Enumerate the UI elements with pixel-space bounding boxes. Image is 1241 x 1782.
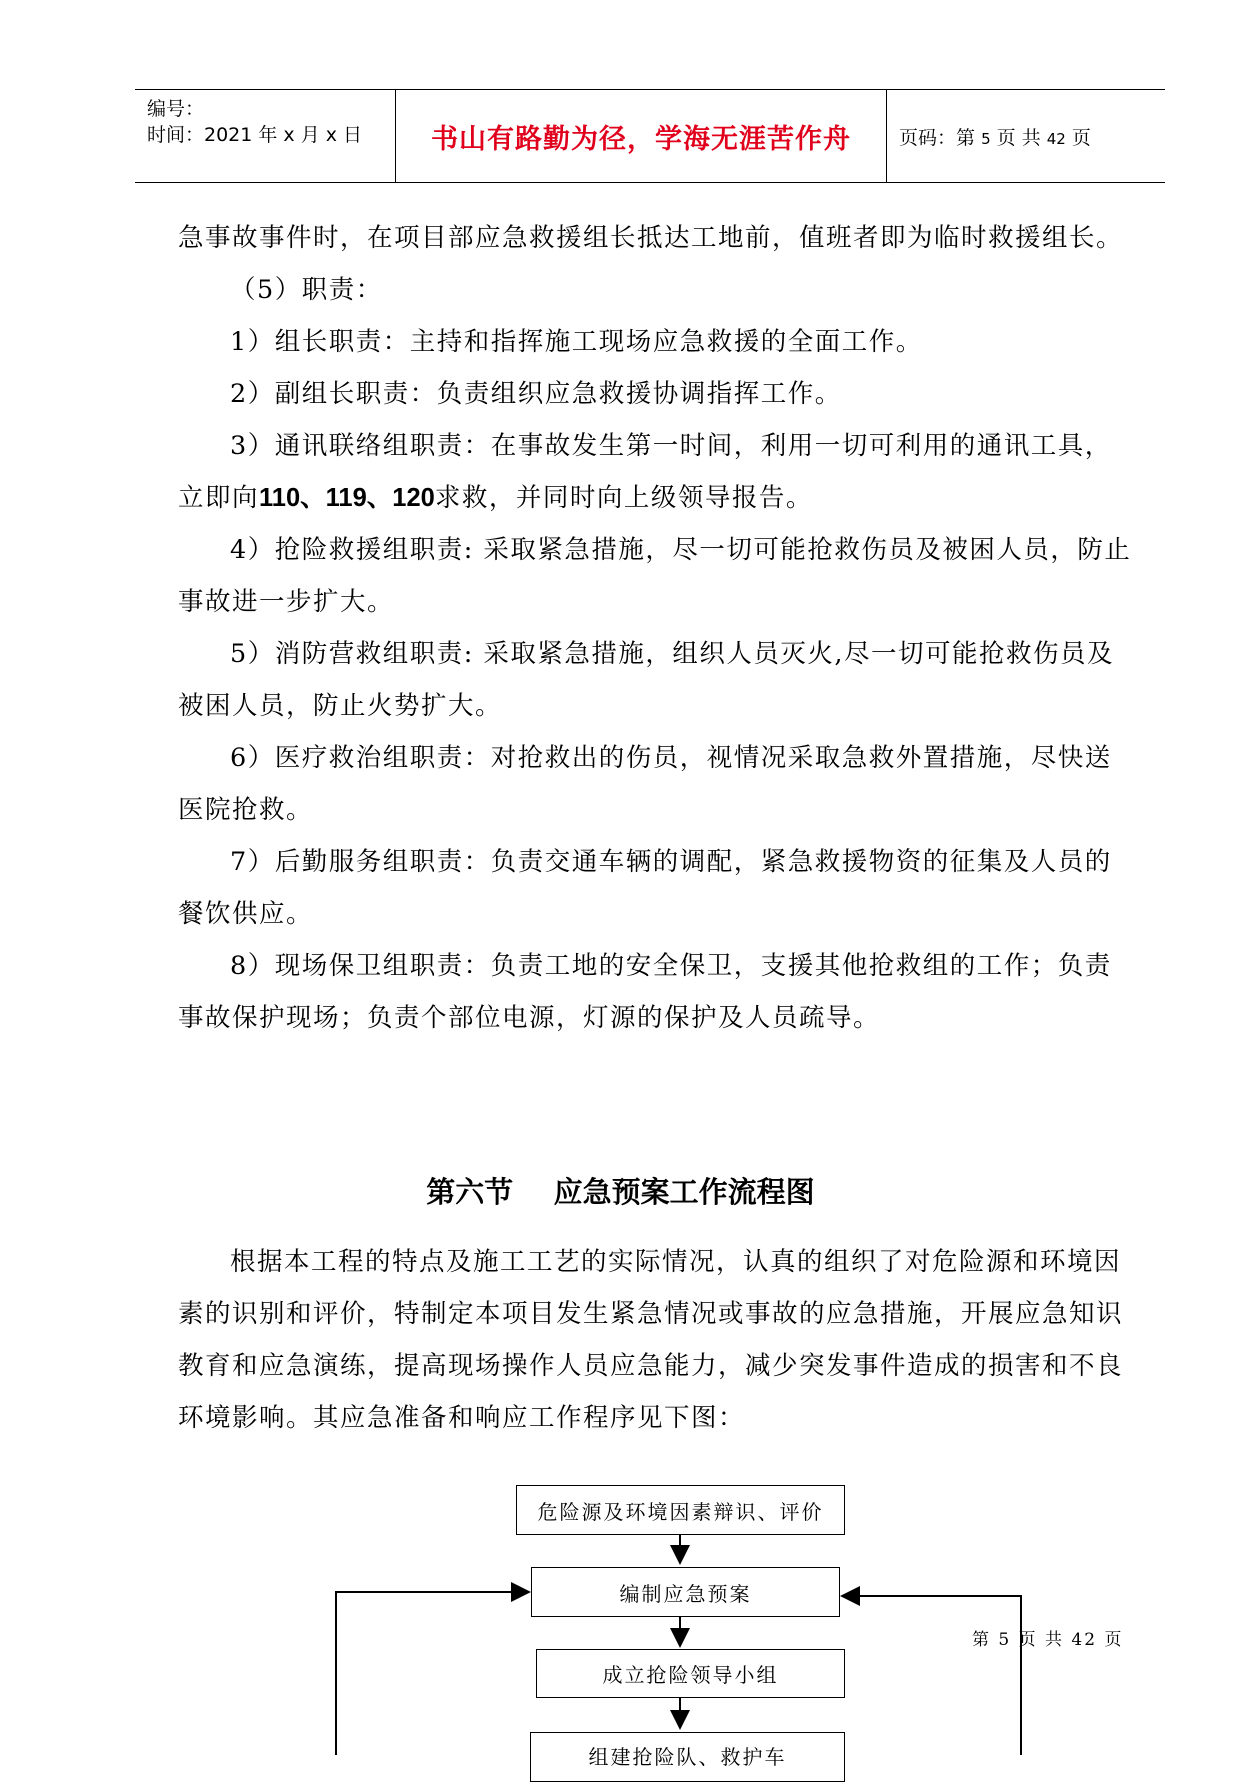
page-footer: 第 5 页 共 42 页 bbox=[972, 1630, 1124, 1650]
section-title: 第六节 应急预案工作流程图 bbox=[426, 1175, 815, 1209]
flow-box-rescue-team: 组建抢险队、救护车 bbox=[530, 1732, 845, 1782]
flow-box-hazard-identification: 危险源及环境因素辩识、评价 bbox=[516, 1485, 845, 1535]
feedback-left-arrow bbox=[336, 1592, 529, 1755]
paragraph-duty-5: 5）消防营救组职责: 采取紧急措施，组织人员灭火,尽一切可能抢救伤员及被困人员，防止火势扩大。 bbox=[178, 639, 1115, 721]
paragraph-duty-1: 1）组长职责：主持和指挥施工现场应急救援的全面工作。 bbox=[230, 327, 923, 357]
section-intro: 根据本工程的特点及施工工艺的实际情况，认真的组织了对危险源和环境因素的识别和评价，特制定本项目发生紧急情况或事故的应急措施，开展应急知识教育和应急演练，提高现场操作人员应急能力，减少突发事件造成的损害和不良环境影响。其应急准备和响应工作程序见下图： bbox=[178, 1247, 1124, 1433]
paragraph-duty-7: 7）后勤服务组职责：负责交通车辆的调配，紧急救援物资的征集及人员的餐饮供应。 bbox=[178, 847, 1112, 929]
paragraph-continued: 急事故事件时，在项目部应急救援组长抵达工地前，值班者即为临时救援组长。 bbox=[178, 223, 1124, 253]
page-number: 5 bbox=[981, 129, 991, 148]
flow-box-emergency-plan: 编制应急预案 bbox=[531, 1567, 840, 1617]
page-suffix: 页 bbox=[1071, 126, 1091, 149]
flow-box-rescue-leadership: 成立抢险领导小组 bbox=[536, 1649, 845, 1698]
paragraph-duty-8: 8）现场保卫组职责：负责工地的安全保卫，支援其他抢救组的工作；负责事故保护现场；负责个部位电源，灯源的保护及人员疏导。 bbox=[178, 951, 1112, 1033]
paragraph-duty-2: 2）副组长职责：负责组织应急救援协调指挥工作。 bbox=[230, 379, 842, 409]
paragraph-duty-6: 6）医疗救治组职责：对抢救出的伤员，视情况采取急救外置措施，尽快送医院抢救。 bbox=[178, 743, 1112, 825]
page-prefix: 页码：第 bbox=[899, 126, 976, 149]
emergency-numbers: 110、119、120 bbox=[259, 484, 435, 512]
page-mid: 页 共 bbox=[996, 126, 1041, 149]
header-motto: 书山有路勤为径，学海无涯苦作舟 bbox=[395, 90, 887, 182]
document-number-label: 编号： bbox=[147, 98, 205, 120]
feedback-right-arrow bbox=[842, 1596, 1021, 1755]
paragraph-duty-4: 4）抢险救援组职责: 采取紧急措施，尽一切可能抢救伤员及被困人员，防止事故进一步扩大。 bbox=[178, 535, 1132, 617]
duty-3-text-a: 3）通讯联络组职责：在事故发生第一时间，利用一切可利用的通讯工具，立即向 bbox=[178, 431, 1112, 513]
paragraph-duties-heading: （5）职责： bbox=[230, 275, 383, 305]
document-time-label: 时间：2021 年 x 月 x 日 bbox=[147, 124, 363, 146]
duty-3-text-c: 求救，并同时向上级领导报告。 bbox=[434, 483, 813, 513]
page-total: 42 bbox=[1046, 129, 1066, 148]
